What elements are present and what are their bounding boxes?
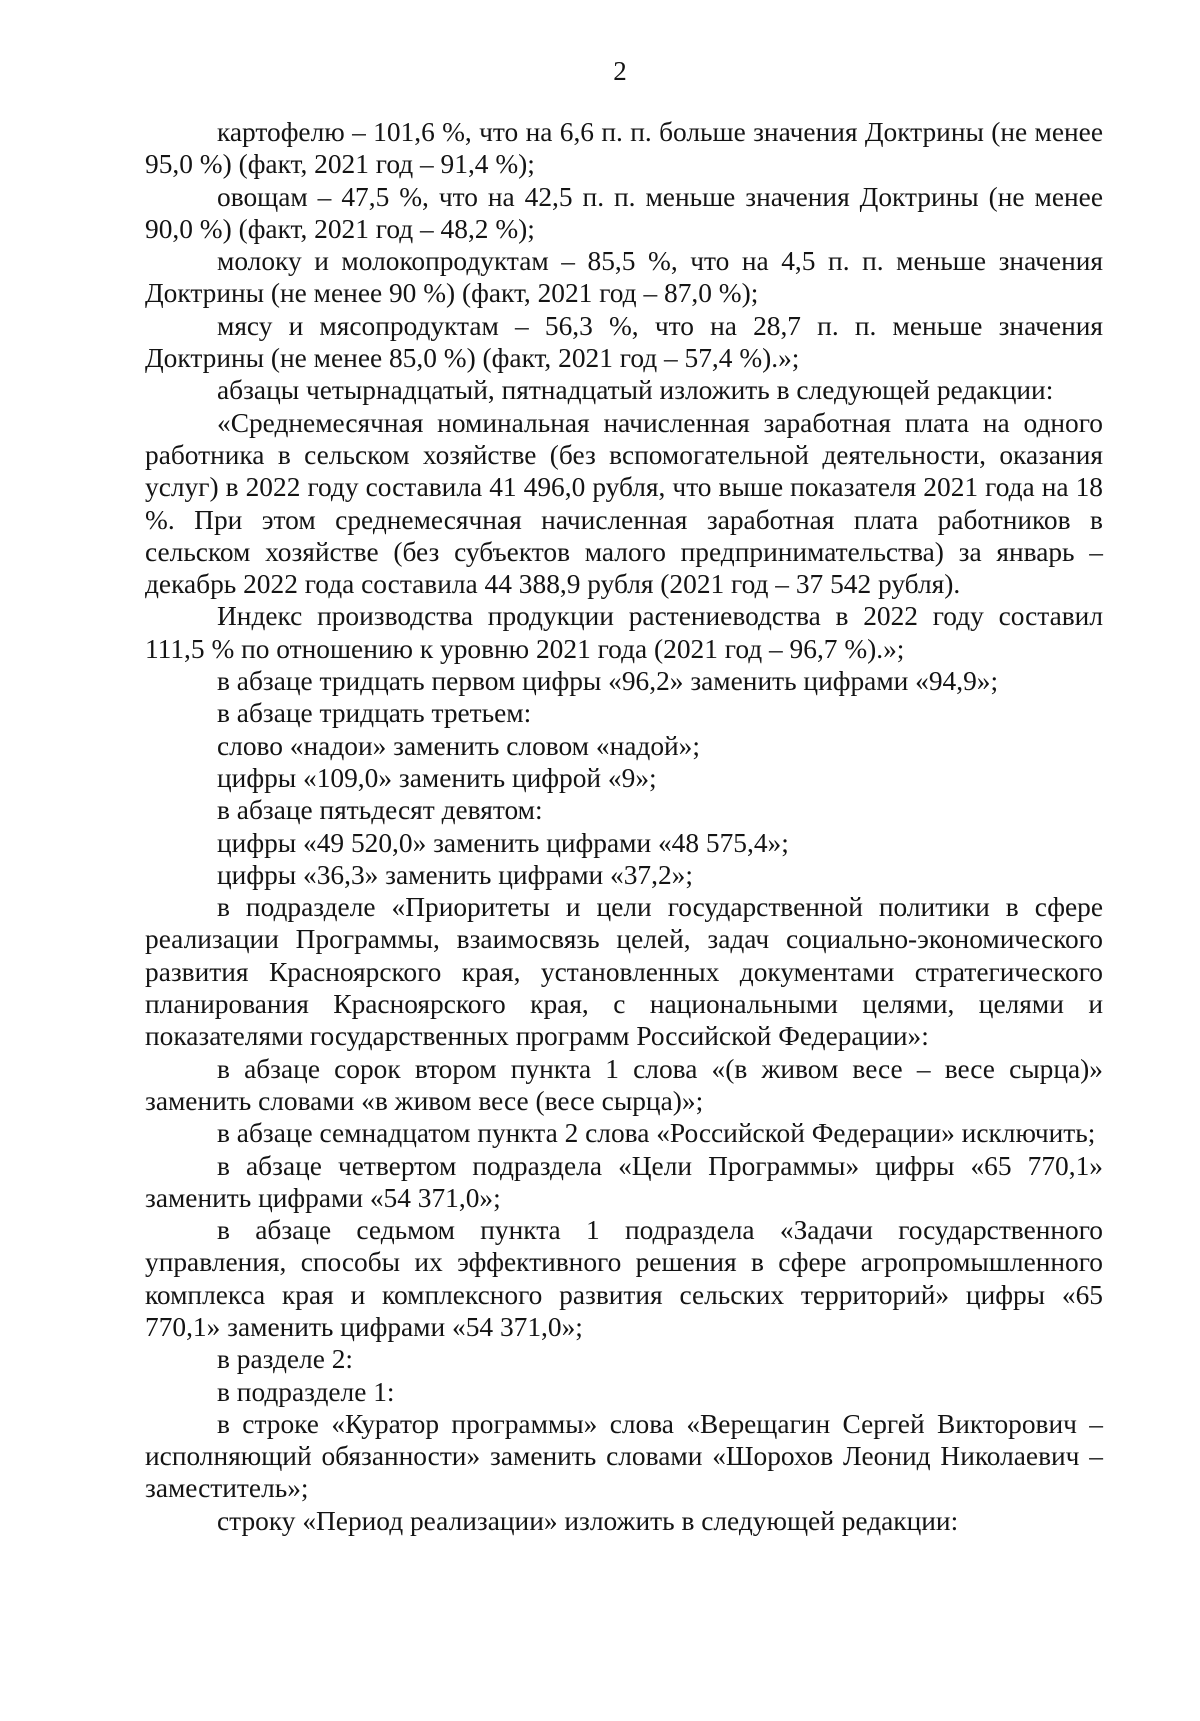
paragraph: молоку и молокопродуктам – 85,5 %, что на 4,5 п. п. меньше значения Доктрины (не менее 90 %) (факт, 2021 год – 87,0 %); — [145, 246, 1103, 309]
paragraph: в подразделе 1: — [217, 1376, 395, 1407]
paragraph: картофелю – 101,6 %, что на 6,6 п. п. больше значения Доктрины (не менее 95,0 %) (факт, 2021 год – 91,4 %); — [145, 117, 1103, 180]
paragraph: в подразделе «Приоритеты и цели государственной политики в сфере реализации Программы, взаимосвязь целей, задач социально-экономического развития Красноярского края, установленных документами стратегического планирования Красноярского края, с национальными целями, целями и показателями государственных программ Российской Федерации»: — [145, 892, 1103, 1052]
paragraph: в абзаце тридцать первом цифры «96,2» заменить цифрами «94,9»; — [217, 666, 999, 697]
paragraph: в абзаце тридцать третьем: — [217, 698, 532, 729]
paragraph: «Среднемесячная номинальная начисленная заработная плата на одного работника в сельском хозяйстве (без вспомогательной деятельности, оказания услуг) в 2022 году составила 41 496,0 рубля, что выше показателя 2021 года на 18 %. При этом среднемесячная начисленная заработная плата работников в сельском хозяйстве (без субъектов малого предпринимательства) за январь – декабрь 2022 года составила 44 388,9 рубля (2021 год – 37 542 рубля). — [145, 407, 1103, 600]
paragraph: в абзаце сорок втором пункта 1 слова «(в живом весе – весе сырца)» заменить словами «в живом весе (весе сырца)»; — [145, 1053, 1103, 1116]
paragraph: в абзаце пятьдесят девятом: — [217, 795, 543, 826]
paragraph: слово «надои» заменить словом «надой»; — [217, 730, 700, 761]
paragraph: мясу и мясопродуктам – 56,3 %, что на 28,7 п. п. меньше значения Доктрины (не менее 85,0 %) (факт, 2021 год – 57,4 %).»; — [145, 310, 1103, 374]
paragraph: цифры «49 520,0» заменить цифрами «48 575,4»; — [217, 827, 789, 858]
paragraph: овощам – 47,5 %, что на 42,5 п. п. меньше значения Доктрины (не менее 90,0 %) (факт, 2021 год – 48,2 %); — [145, 181, 1103, 244]
paragraph: цифры «109,0» заменить цифрой «9»; — [217, 762, 657, 793]
paragraph: строку «Период реализации» изложить в следующей редакции: — [217, 1505, 959, 1536]
paragraph: в абзаце седьмом пункта 1 подраздела «Задачи государственного управления, способы их эффективного решения в сфере агропромышленного комплекса края и комплексного развития сельских территорий» цифры «65 770,1» заменить цифрами «54 371,0»; — [145, 1215, 1103, 1342]
paragraph: в разделе 2: — [217, 1344, 354, 1375]
paragraph: цифры «36,3» заменить цифрами «37,2»; — [217, 859, 693, 890]
paragraph: в абзаце семнадцатом пункта 2 слова «Российской Федерации» исключить; — [217, 1118, 1096, 1149]
paragraph: абзацы четырнадцатый, пятнадцатый изложить в следующей редакции: — [217, 375, 1054, 406]
page-number: 2 — [613, 56, 627, 86]
paragraph: в строке «Куратор программы» слова «Верещагин Сергей Викторович – исполняющий обязанности» заменить словами «Шорохов Леонид Николаевич – заместитель»; — [145, 1408, 1103, 1504]
document-body — [145, 116, 1103, 1537]
paragraph: в абзаце четвертом подраздела «Цели Программы» цифры «65 770,1» заменить цифрами «54 371,0»; — [145, 1150, 1103, 1213]
paragraph: Индекс производства продукции растениеводства в 2022 году составил 111,5 % по отношению к уровню 2021 года (2021 год – 96,7 %).»; — [145, 601, 1103, 664]
